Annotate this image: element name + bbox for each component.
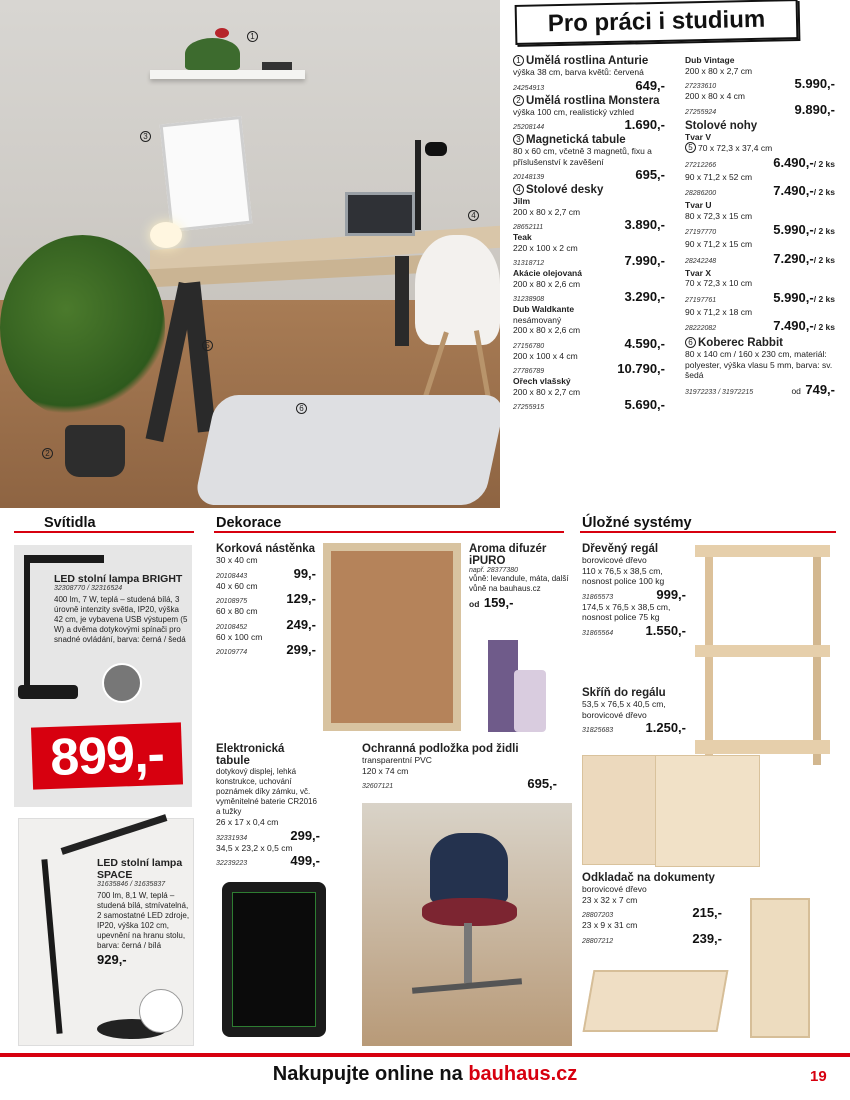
etablet-name: Elektronická tabule (216, 743, 285, 767)
docs-info: Odkladač na dokumenty borovicové dřevo 23 x 32 x 7 cm 28807203 215,- 23 x 9 x 31 cm 28807212 239,- (582, 872, 722, 946)
hero-title: Pro práci i studium (547, 5, 766, 38)
aroma-price: 159,- (483, 595, 514, 610)
shelf-info: Dřevěný regál borovicové dřevo 110 x 76,5 x 38,5 cm, nosnost police 100 kg 31865573 999,- 174,5 x 76,5 x 38,5 cm, nosnost police 75 kg 31865564 1.550,- (582, 543, 686, 638)
chairmat-info: Ochranná podložka pod židli transparentní PVC 120 x 74 cm 32607121 695,- (362, 743, 557, 791)
callout-5: 5 (202, 340, 213, 351)
section-lights: Svítidla (14, 515, 194, 533)
shelf-image (695, 545, 835, 780)
chairmat-image (362, 803, 572, 1046)
chairmat-price: 695,- (527, 776, 557, 791)
aroma-name: Aroma difuzér iPURO (469, 543, 547, 567)
cork-info: Korková nástěnka 30 x 40 cm 20108443 99,- 40 x 60 cm 20108975 129,- 60 x 80 cm 20108452 249,- 60 x 100 cm 20109774 299,- (216, 543, 316, 657)
lamp-space-price: 929,- (97, 952, 127, 967)
lamp-bright-name: LED stolní lampa BRIGHT (54, 573, 183, 585)
legs-title: Stolové nohy (685, 119, 758, 132)
hero-photo (0, 0, 500, 508)
callout-4: 4 (468, 210, 479, 221)
monstera-price: 1.690,- (624, 117, 665, 132)
footer-rule (0, 1053, 850, 1057)
laptop (345, 192, 415, 236)
docs-name: Odkladač na dokumenty (582, 872, 715, 884)
lamp-bright-price-badge (31, 722, 183, 789)
hero-title-box (515, 0, 799, 45)
section-storage: Úložné systémy (580, 515, 836, 533)
lamp-space-card: LED stolní lampa SPACE 31635846 / 31635837 700 lm, 8,1 W, teplá – studená bílá, stmívatelná, 2 samostatné LED zdroje, IP20, výška 102 cm, upevnění na hranu stolu, barva: černá / bílá 929,- (18, 818, 194, 1046)
product-list-right: Dub Vintage 200 x 80 x 2,7 cm 27233610 5.990,- 200 x 80 x 4 cm 27255924 9.890,- Stolové nohy Tvar V 5 70 x 72,3 x 37,4 cm 27212266 6.490,-/ 2 ks 90 x 71,2 x 52 cm 28286200 7.490,-/ 2 ks Tvar U 80 x 72,3 x 15 cm 27197770 5.990,-/ 2 ks 90 x 71,2 x 15 cm 28242248 7.290,-/ 2 ks Tvar X 70 x 72,3 x 10 cm 27197761 5.990,-/ 2 ks 90 x 71,2 x 18 cm 28222082 7.490,-/ 2 ks 6 Koberec Rabbit 80 x 140 cm / 160 x 230 cm, materiál: polyester, výška vlasu 5 mm, barva: sv. šedá 31972233 / 31972215 od 749,- (685, 55, 835, 397)
section-decor: Dekorace (214, 515, 564, 533)
anturie-name: Umělá rostlina Anturie (526, 55, 649, 67)
etablet-info: Elektronická tabule dotykový displej, lehká konstrukce, uchování poznámek díky zámku, vč. vyměnitelné baterie CR2016 a tužky 26 x 17 x 0,4 cm 32331934 299,- 34,5 x 23,2 x 0,5 cm 32239223 499,- (216, 743, 320, 868)
board-price: 695,- (635, 167, 665, 182)
monstera-name: Umělá rostlina Monstera (526, 94, 660, 107)
anturie-price: 649,- (635, 77, 665, 93)
etablet-image (222, 882, 326, 1037)
cabinet-info: Skříň do regálu 53,5 x 76,5 x 40,5 cm, borovicové dřevo 31825683 1.250,- (582, 687, 686, 735)
callout-2: 2 (42, 448, 53, 459)
monstera-plant (0, 235, 165, 420)
callout-3: 3 (140, 131, 151, 142)
board-name: Magnetická tabule (526, 134, 626, 146)
footer-site-link[interactable]: bauhaus.cz (468, 1063, 578, 1085)
docs-tray-image (583, 970, 729, 1032)
callout-6: 6 (296, 403, 307, 414)
rug-name: Koberec Rabbit (698, 337, 783, 349)
wall-shelf (150, 70, 305, 79)
callout-1: 1 (247, 31, 258, 42)
lamp-space-name: LED stolní lampa SPACE (97, 857, 183, 881)
shelf-name: Dřevěný regál (582, 543, 659, 555)
lamp-bright-price: 899,- (49, 725, 165, 787)
page-number: 19 (810, 1068, 827, 1085)
aroma-info: Aroma difuzér iPURO např. 28377380 vůně: levandule, máta, další vůně na bauhaus.cz od 159,- (469, 543, 569, 610)
footer-cta: Nakupujte online na bauhaus.cz (272, 1063, 578, 1085)
magnetic-board (160, 116, 253, 232)
chairmat-name: Ochranná podložka pod židli (362, 743, 519, 755)
docs-holder-image (750, 898, 810, 1038)
chair (415, 235, 500, 345)
cork-board-image (323, 543, 461, 731)
lamp-bright-card: LED stolní lampa BRIGHT 32308770 / 32316524 400 lm, 7 W, teplá – studená bílá, 3 úrovně intenzity světla, IP20, výška 42 cm, je vybavena USB výstupem (5 W) a dvěma dotykovými spínači pro snadné ovládání, barva: černá / šedá (14, 545, 192, 807)
cork-name: Korková nástěnka (216, 543, 316, 555)
desks-name: Stolové desky (526, 184, 604, 196)
cabinet-name: Skříň do regálu (582, 687, 666, 699)
product-list-left: 1 Umělá rostlina Anturie výška 38 cm, barva květů: červená 24254913 649,- 2 Umělá rostlina Monstera výška 100 cm, realistický vzhled 25208144 1.690,- 3 Magnetická tabule 80 x 60 cm, včetně 3 magnetů, fixu a příslušenství k zavěšení 20148139 695,- 4 Stolové desky Jilm 200 x 80 x 2,7 cm 28652111 3.890,- Teak 220 x 100 x 2 cm 31318712 7.990,- Akácie olejovaná 200 x 80 x 2,6 cm 31238908 3.290,- Dub Waldkante nesámovaný 200 x 80 x 2,6 cm 27156780 4.590,- 200 x 100 x 4 cm 27786789 10.790,- Ořech vlašský 200 x 80 x 2,7 cm 27255915 5.690,- (513, 55, 665, 412)
rug (193, 395, 500, 505)
